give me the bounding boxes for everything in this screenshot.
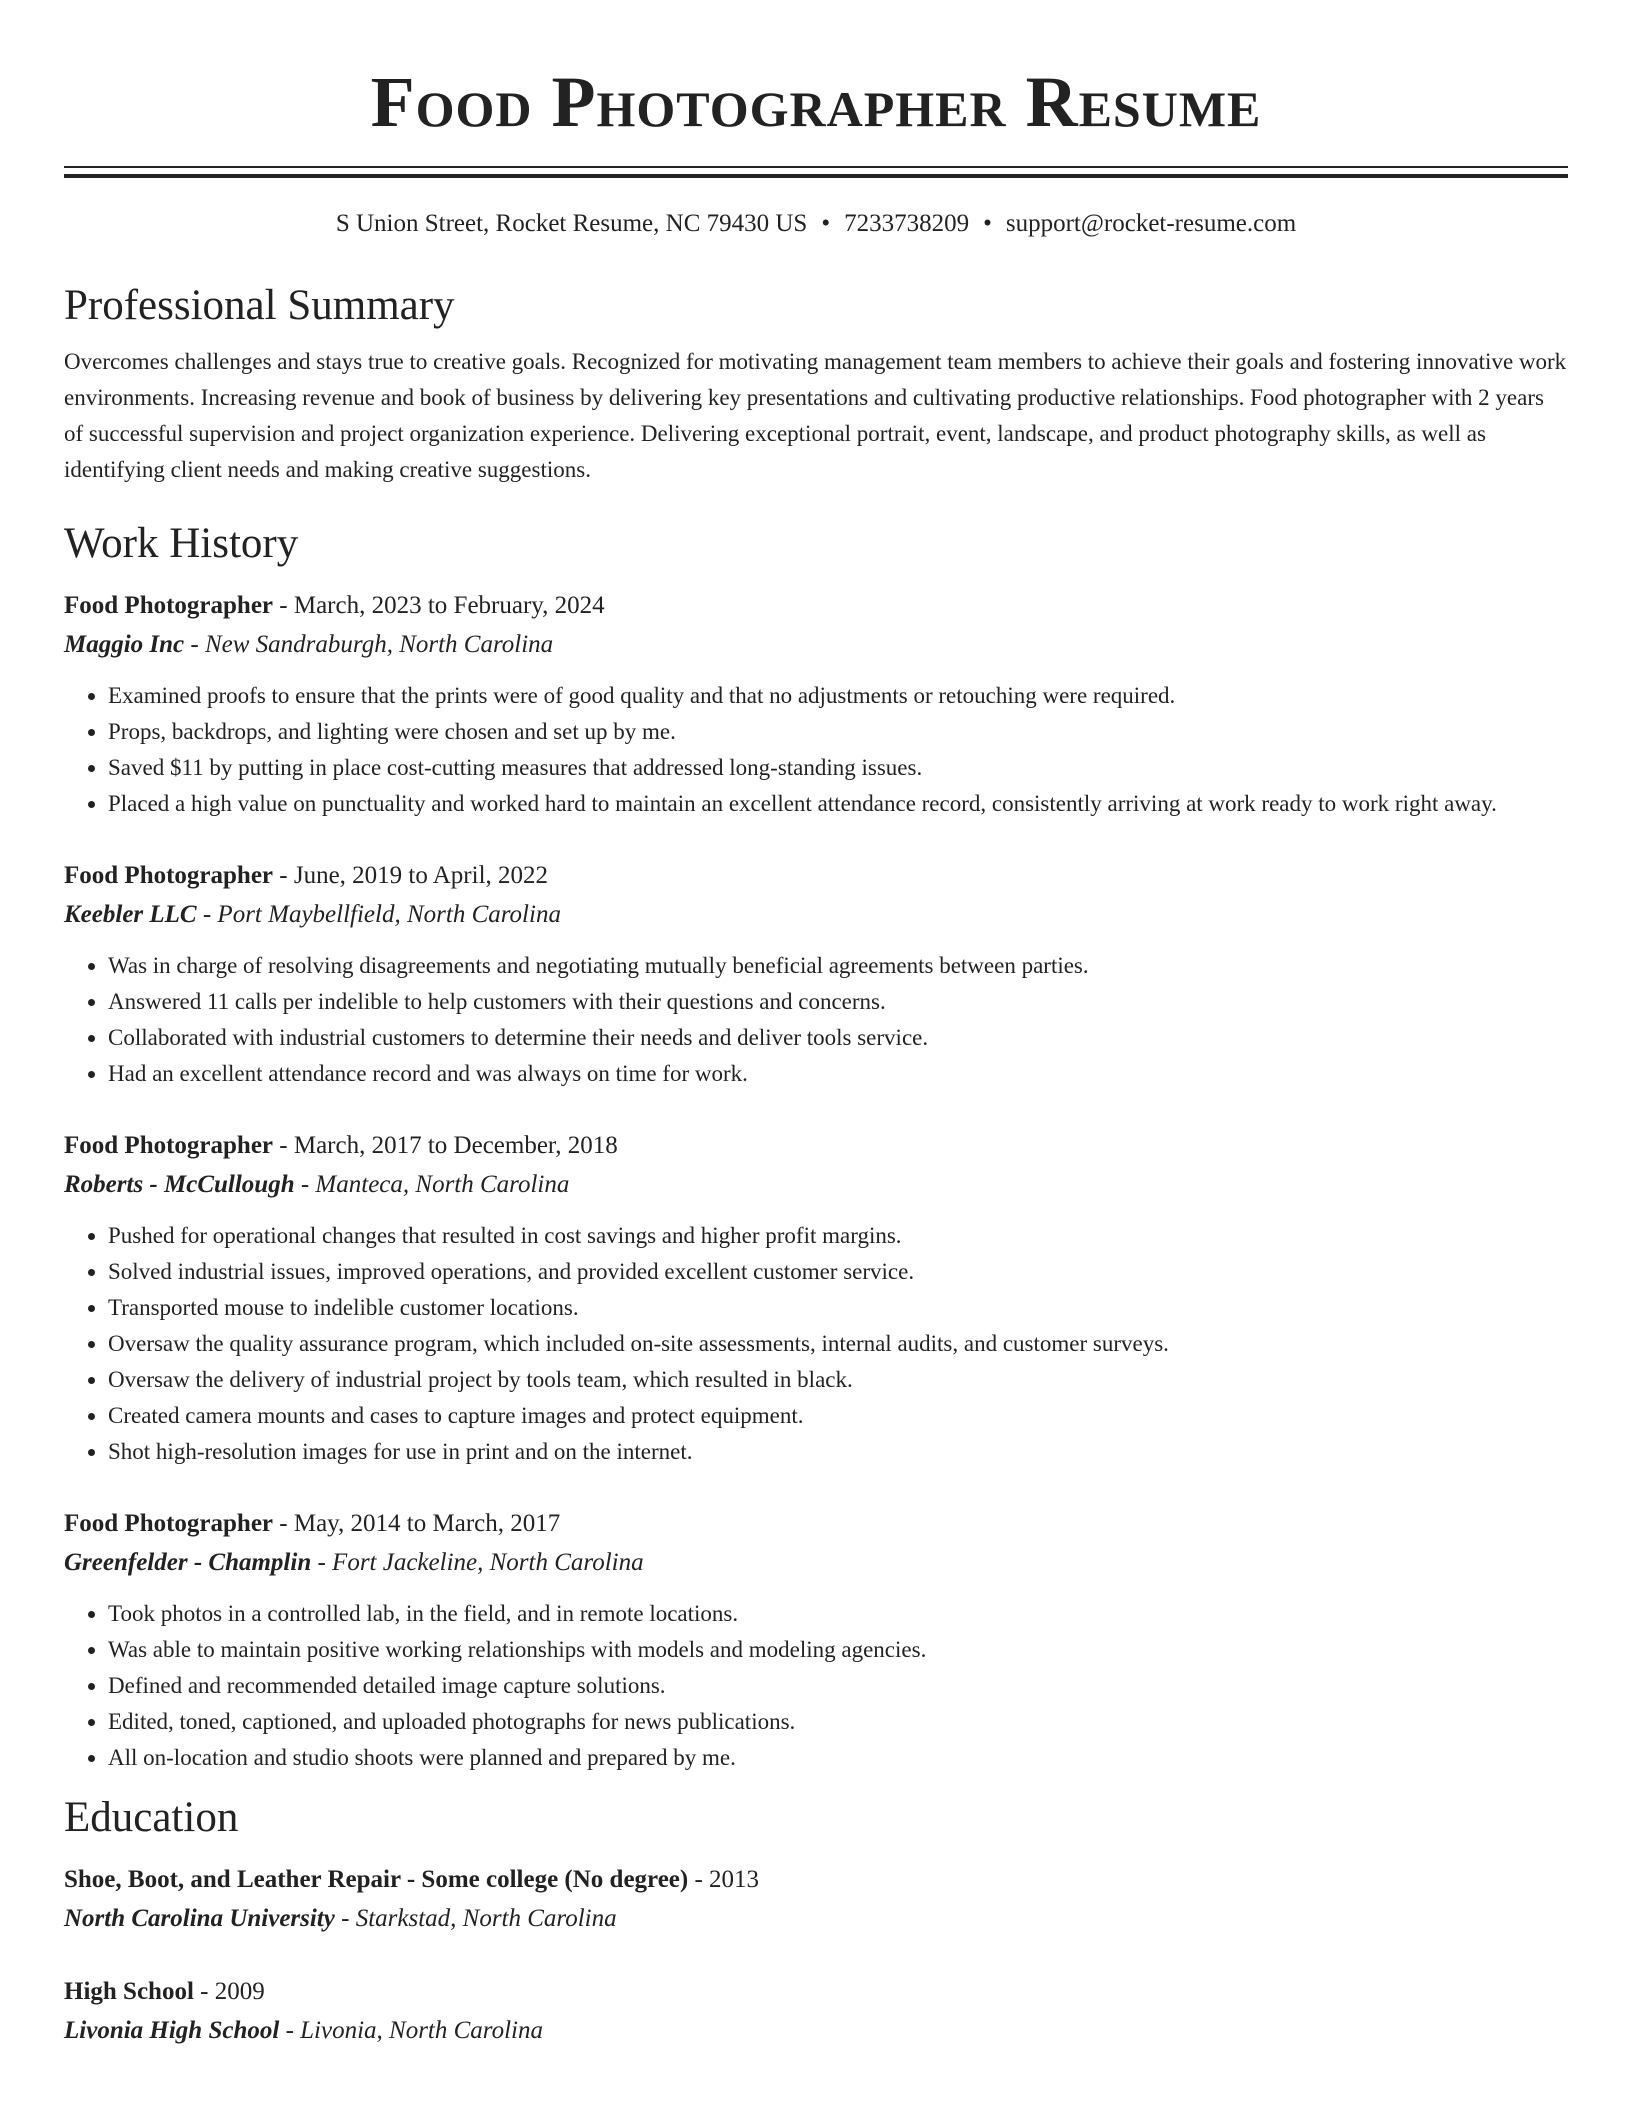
job-bullet: • Props, backdrops, and lighting were chosen and set up by me.: [108, 714, 1568, 750]
job-company: Greenfelder - Champlin: [64, 1549, 312, 1576]
education-degree-line: [64, 1860, 1568, 1899]
education-school-line: [64, 1899, 1568, 1938]
job-bullet: • Transported mouse to indelible customer locations.: [108, 1290, 1568, 1326]
job-title: Food Photographer: [64, 1132, 274, 1159]
summary-text: Overcomes challenges and stays true to creative goals. Recognized for motivating management team members to achieve their goals and fostering innovative work environments. Increasing revenue and book of business by delivering key presentations and cultivating productive relationships. Food photographer with 2 years of successful supervision and project organization experience. Delivering exceptional portrait, event, landscape, and product photography skills, as well as identifying client needs and making creative suggestions.: [64, 349, 1567, 482]
education-degree: High School: [64, 1978, 194, 2005]
job-bullet: • Saved $11 by putting in place cost-cutting measures that addressed long-standing issues.: [108, 750, 1568, 786]
job-bullet: • Shot high-resolution images for use in print and on the internet.: [108, 1434, 1568, 1470]
job-bullet: • All on-location and studio shoots were planned and prepared by me.: [108, 1740, 1568, 1776]
education-degree: Shoe, Boot, and Leather Repair - Some college (No degree): [64, 1866, 689, 1893]
contact-email: support@rocket-resume.com: [1005, 210, 1297, 237]
job-entry: [64, 1504, 1568, 1776]
job-company-line: [64, 895, 1568, 934]
education-school-line: [64, 2011, 1568, 2050]
job-bullets: [64, 678, 1568, 822]
education-location: - Livonia, North Carolina: [279, 2017, 543, 2044]
contact-line: [64, 208, 1568, 240]
resume-page: [64, 0, 1568, 2050]
job-dates: - March, 2017 to December, 2018: [273, 1132, 618, 1159]
job-dates: - June, 2019 to April, 2022: [273, 862, 549, 889]
job-title: Food Photographer: [64, 862, 274, 889]
contact-separator: •: [983, 210, 992, 237]
title-divider-thick: [64, 174, 1568, 178]
job-bullet: • Edited, toned, captioned, and uploaded photographs for news publications.: [108, 1704, 1568, 1740]
education-year: - 2013: [688, 1866, 760, 1893]
job-bullet: • Was able to maintain positive working relationships with models and modeling agencies.: [108, 1632, 1568, 1668]
job-bullets: [64, 948, 1568, 1092]
education-heading: Education: [64, 1794, 239, 1841]
contact-address: S Union Street, Rocket Resume, NC 79430 US: [335, 210, 808, 237]
contact-phone: 7233738209: [844, 210, 970, 237]
job-bullet: • Collaborated with industrial customers to determine their needs and deliver tools service.: [108, 1020, 1568, 1056]
job-bullet: • Solved industrial issues, improved operations, and provided excellent customer service.: [108, 1254, 1568, 1290]
education-entry: [64, 1972, 1568, 2050]
job-location: - New Sandraburgh, North Carolina: [184, 631, 554, 658]
work-history-heading: Work History: [64, 520, 299, 567]
job-bullet: • Placed a high value on punctuality and worked hard to maintain an excellent attendance record, consistently arriving at work ready to work right away.: [108, 786, 1568, 822]
education-school: Livonia High School: [64, 2017, 280, 2044]
page-title: Food Photographer Resume: [370, 62, 1262, 142]
job-location: - Port Maybellfield, North Carolina: [196, 901, 561, 928]
job-dates: - May, 2014 to March, 2017: [273, 1510, 561, 1537]
job-location: - Fort Jackeline, North Carolina: [311, 1549, 644, 1576]
education-location: - Starkstad, North Carolina: [334, 1905, 617, 1932]
job-title-line: [64, 856, 1568, 895]
job-entry: [64, 856, 1568, 1092]
job-title-line: [64, 586, 1568, 625]
title-divider-thin: [64, 166, 1568, 168]
education-school: North Carolina University: [64, 1905, 335, 1932]
job-company-line: [64, 1543, 1568, 1582]
job-entry: [64, 586, 1568, 822]
job-bullet: • Pushed for operational changes that resulted in cost savings and higher profit margins.: [108, 1218, 1568, 1254]
contact-separator: •: [821, 210, 831, 237]
job-bullet: • Took photos in a controlled lab, in the field, and in remote locations.: [108, 1596, 1568, 1632]
job-company: Maggio Inc: [64, 631, 185, 658]
job-bullet: • Was in charge of resolving disagreements and negotiating mutually beneficial agreements between parties.: [108, 948, 1568, 984]
education-degree-line: [64, 1972, 1568, 2011]
education-year: - 2009: [193, 1978, 265, 2005]
job-bullets: [64, 1218, 1568, 1470]
job-bullet: • Examined proofs to ensure that the prints were of good quality and that no adjustments or retouching were required.: [108, 678, 1568, 714]
job-title: Food Photographer: [64, 1510, 274, 1537]
job-location: - Manteca, North Carolina: [294, 1171, 570, 1198]
job-entry: [64, 1126, 1568, 1470]
job-company-line: [64, 625, 1568, 664]
job-title-line: [64, 1504, 1568, 1543]
education-entry: [64, 1860, 1568, 1938]
job-bullet: • Had an excellent attendance record and was always on time for work.: [108, 1056, 1568, 1092]
job-bullets: [64, 1596, 1568, 1776]
job-dates: - March, 2023 to February, 2024: [273, 592, 605, 619]
job-company-line: [64, 1165, 1568, 1204]
job-company: Roberts - McCullough: [64, 1171, 295, 1198]
job-company: Keebler LLC: [64, 901, 197, 928]
job-bullet: • Oversaw the quality assurance program, which included on-site assessments, internal audits, and customer surveys.: [108, 1326, 1568, 1362]
job-title: Food Photographer: [64, 592, 274, 619]
job-bullet: • Defined and recommended detailed image capture solutions.: [108, 1668, 1568, 1704]
job-bullet: • Created camera mounts and cases to capture images and protect equipment.: [108, 1398, 1568, 1434]
summary-heading: Professional Summary: [64, 282, 455, 329]
job-bullet: • Answered 11 calls per indelible to help customers with their questions and concerns.: [108, 984, 1568, 1020]
job-title-line: [64, 1126, 1568, 1165]
job-bullet: • Oversaw the delivery of industrial project by tools team, which resulted in black.: [108, 1362, 1568, 1398]
